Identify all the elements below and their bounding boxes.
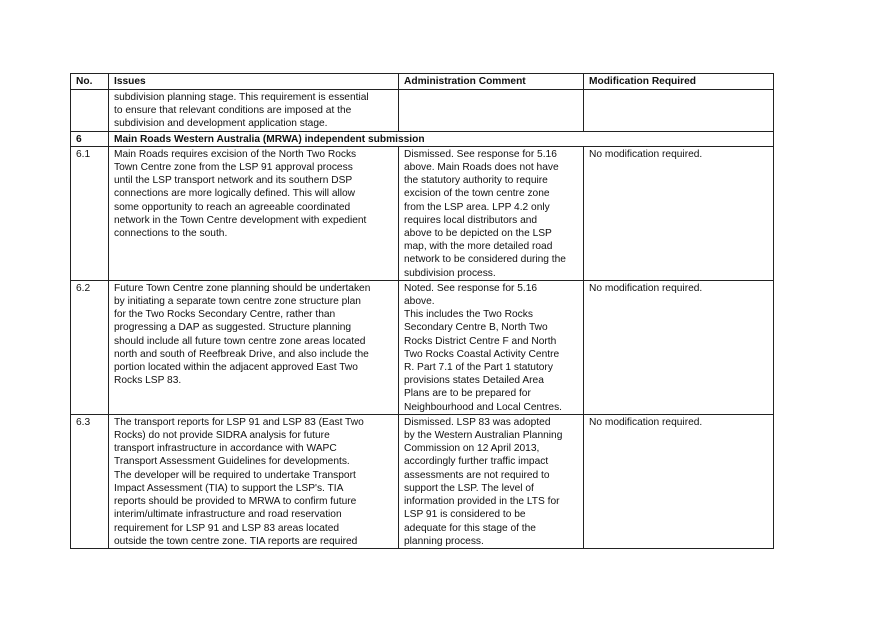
row-comment: Dismissed. See response for 5.16 above. Main Roads does not have the statutory authority to require excision of the town centre zone from the LSP area. LPP 4.2 only requires local distributors and above to be depicted on the LSP map, with the more detailed road network to be considered during the subdivision process. <box>399 146 584 280</box>
header-modification-required: Modification Required <box>584 74 774 90</box>
row-no: 6.1 <box>71 146 109 280</box>
row-modification: No modification required. <box>584 414 774 548</box>
row-no: 6.3 <box>71 414 109 548</box>
header-administration-comment: Administration Comment <box>399 74 584 90</box>
row-no: 6.2 <box>71 280 109 414</box>
row-comment: Noted. See response for 5.16 above. This includes the Two Rocks Secondary Centre B, North Two Rocks District Centre F and North Two Rocks Coastal Activity Centre R. Part 7.1 of the Part 1 statutory provisions states Detailed Area Plans are to be prepared for Neighbourhood and Local Centres. <box>399 280 584 414</box>
header-no: No. <box>71 74 109 90</box>
row-modification <box>584 90 774 132</box>
header-issues: Issues <box>109 74 399 90</box>
row-issue: Main Roads requires excision of the North Two Rocks Town Centre zone from the LSP 91 approval process until the LSP transport network and its southern DSP connections are more logically defined. This will allow some opportunity to reach an agreeable coordinated network in the Town Centre development with expedient connections to the south. <box>109 146 399 280</box>
row-modification: No modification required. <box>584 146 774 280</box>
row-issue: The transport reports for LSP 91 and LSP 83 (East Two Rocks) do not provide SIDRA analysis for future transport infrastructure in accordance with WAPC Transport Assessment Guidelines for developments. The developer will be required to undertake Transport Impact Assessment (TIA) to support the LSP's. TIA reports should be provided to MRWA to confirm future interim/ultimate infrastructure and road reservation requirement for LSP 91 and LSP 83 areas located outside the town centre zone. TIA reports are required <box>109 414 399 548</box>
table-header-row <box>71 74 774 90</box>
section-title: Main Roads Western Australia (MRWA) independent submission <box>109 131 774 146</box>
section-header-row <box>71 131 774 146</box>
table-row <box>71 146 774 280</box>
table-row <box>71 90 774 132</box>
row-comment <box>399 90 584 132</box>
row-no <box>71 90 109 132</box>
row-comment: Dismissed. LSP 83 was adopted by the Western Australian Planning Commission on 12 April 2013, accordingly further traffic impact assessments are not required to support the LSP. The level of information provided in the LTS for LSP 91 is considered to be adequate for this stage of the planning process. <box>399 414 584 548</box>
table-row <box>71 280 774 414</box>
section-number: 6 <box>71 131 109 146</box>
table-row <box>71 414 774 548</box>
row-modification: No modification required. <box>584 280 774 414</box>
row-issue: Future Town Centre zone planning should be undertaken by initiating a separate town centre zone structure plan for the Two Rocks Secondary Centre, rather than progressing a DAP as suggested. Structure planning should include all future town centre zone areas located north and south of Reefbreak Drive, and also include the portion located within the adjacent approved East Two Rocks LSP 83. <box>109 280 399 414</box>
row-issue: subdivision planning stage. This requirement is essential to ensure that relevant conditions are imposed at the subdivision and development application stage. <box>109 90 399 132</box>
submissions-table <box>70 73 774 549</box>
